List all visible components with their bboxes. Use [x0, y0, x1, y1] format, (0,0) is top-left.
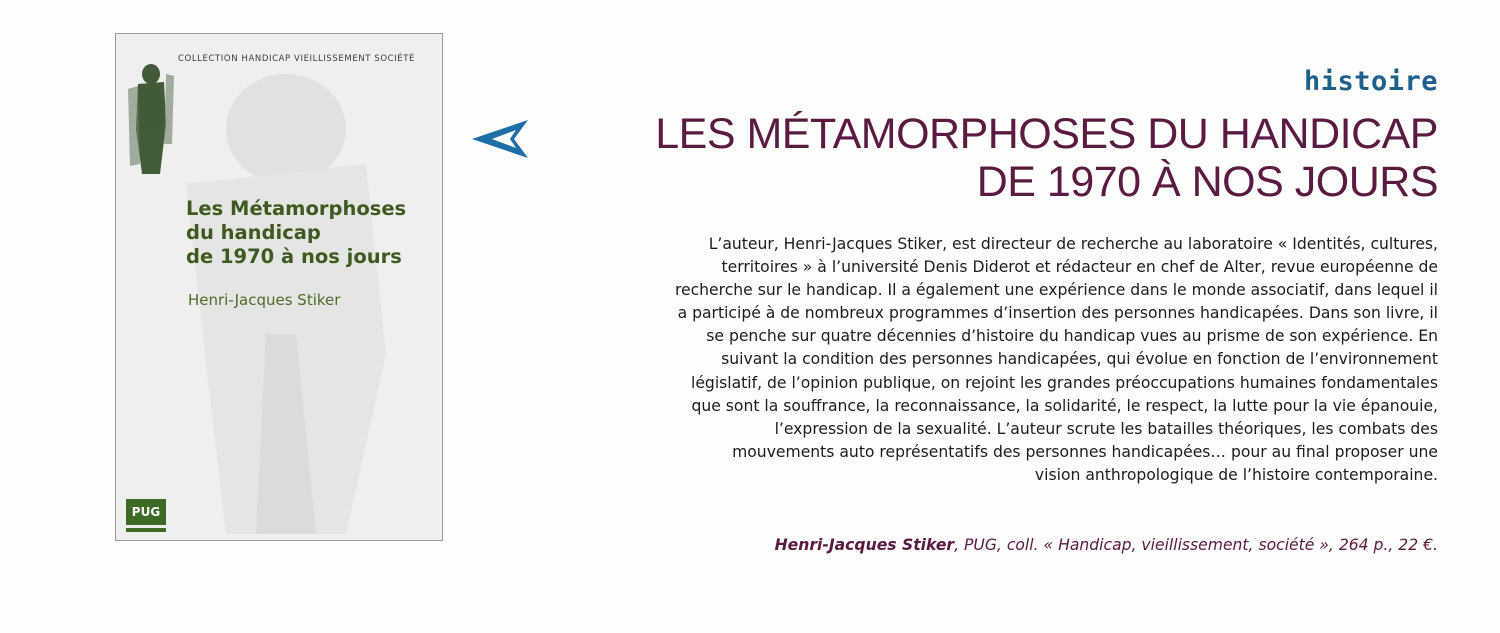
cover-collection-label: COLLECTION HANDICAP VIEILLISSEMENT SOCIÉTÉ: [178, 54, 416, 64]
body-line: se penche sur quatre décennies d’histoire du handicap vues au prisme de son expérience. En: [706, 327, 1438, 346]
publisher-logo-bar: [126, 528, 166, 532]
body-line: territoires » à l’université Denis Diderot et rédacteur en chef de Alter, revue européenne de: [721, 258, 1438, 277]
cover-title-line: Les Métamorphoses: [186, 197, 407, 220]
body-line: législatif, de l’opinion publique, on rejoint les grandes préoccupations humaines fondamentales: [691, 373, 1438, 392]
cover-title: [186, 197, 436, 269]
publisher-logo: [126, 499, 166, 533]
body-line: que sont la souffrance, la reconnaissance, la solidarité, le respect, la lutte pour la vie épanouie,: [691, 396, 1438, 415]
body-line: l’expression de la sexualité. L’auteur scrute les batailles théoriques, les combats des: [774, 419, 1438, 438]
cover-photo-figure: [116, 34, 442, 540]
cover-title-line: du handicap: [186, 221, 321, 244]
body-line: L’auteur, Henri-Jacques Stiker, est directeur de recherche au laboratoire « Identités, cultures,: [708, 235, 1438, 253]
headline-line: LES MÉTAMORPHOSES DU HANDICAP: [655, 110, 1438, 158]
body-line: vision anthropologique de l’histoire contemporaine.: [1034, 465, 1438, 484]
credit-author: Henri-Jacques Stiker: [774, 536, 955, 554]
body-line: recherche sur le handicap. Il a également une expérience dans le monde associatif, dans lequel il: [674, 281, 1438, 300]
book-credit: [775, 536, 1438, 554]
cover-title-line: de 1970 à nos jours: [186, 245, 402, 268]
credit-details: , PUG, coll. « Handicap, vieillissement, société », 264 p., 22 €.: [954, 536, 1438, 554]
body-line: a participé à de nombreux programmes d’insertion des personnes handicapées. Dans son livre, il: [677, 304, 1438, 323]
publisher-logo-text: PUG: [126, 499, 166, 525]
cover-author: Henri-Jacques Stiker: [188, 291, 341, 309]
triangle-left-icon: [468, 116, 532, 162]
section-rubric: histoire: [1303, 66, 1438, 97]
article-body: [463, 233, 1438, 487]
book-cover: [115, 33, 443, 541]
body-line: mouvements auto représentatifs des personnes handicapées… pour au final proposer une: [732, 442, 1438, 461]
body-line: suivant la condition des personnes handicapées, qui évolue en fonction de l’environnement: [721, 350, 1438, 369]
headline-line: DE 1970 À NOS JOURS: [976, 158, 1438, 206]
article-headline: [655, 110, 1438, 206]
